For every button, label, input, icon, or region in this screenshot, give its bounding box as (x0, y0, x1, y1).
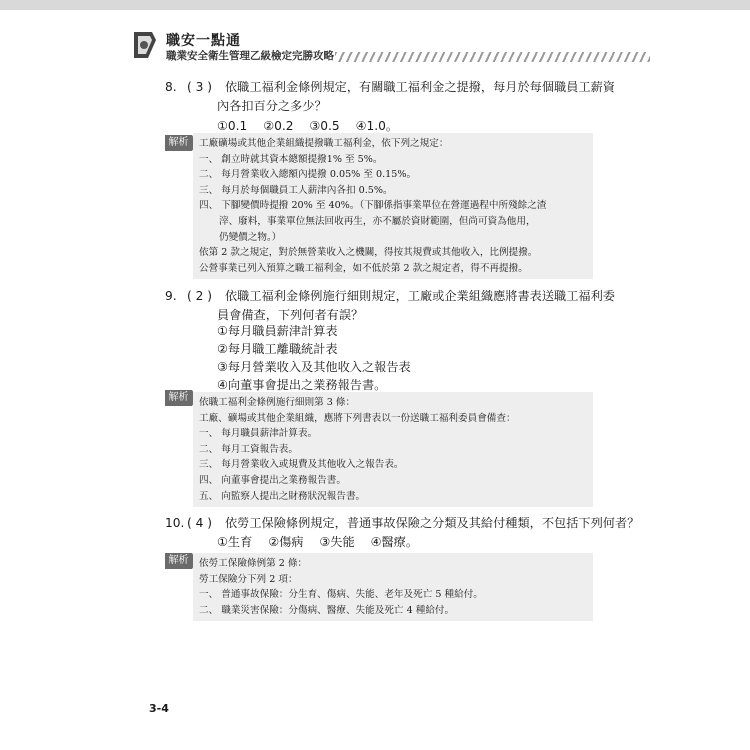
question-9-line2: 員會備查，下列何者有誤？ (217, 308, 364, 322)
page-number: 3-4 (149, 702, 169, 715)
question-number: 10. (165, 516, 185, 530)
explanation-line: 二、 每月工資報告表。 (199, 443, 298, 455)
running-header (130, 28, 650, 70)
explanation-line: 一、 每月職員薪津計算表。 (199, 428, 318, 440)
explanation-line: 四、 向董事會提出之業務報告書。 (199, 474, 346, 486)
question-text: 依職工福利金條例施行細則規定，工廠或企業組織應將書表送職工福利委 (225, 289, 615, 303)
answer-key: ( 3 ) (187, 80, 213, 94)
question-10-options (217, 533, 430, 551)
question-number: 9. (165, 289, 177, 303)
question-8-line1 (165, 78, 615, 97)
option: ②0.2 (263, 119, 294, 133)
explanation-box (193, 392, 593, 507)
explanation-line: 滓、廢料，事業單位無法回收再生，亦不屬於資財範圍，但尚可資為他用， (219, 215, 536, 227)
question-number: 8. (165, 80, 177, 94)
explanation-line: 一、 普通事故保險：分生育、傷病、失能、老年及死亡 5 種給付。 (199, 589, 483, 601)
explanation-tag: 解析 (165, 135, 192, 151)
explanation-line: 公營事業已列入預算之職工福利金，如不低於第 2 款之規定者，得不再提撥。 (199, 262, 528, 274)
option: ④1.0。 (355, 119, 399, 133)
option: ②每月職工離職統計表 (217, 342, 338, 356)
option: ①每月職員薪津計算表 (217, 324, 338, 338)
book-series-title: 職安一點通 (166, 33, 241, 49)
option: ④醫療。 (370, 535, 419, 549)
explanation-line: 三、 每月營業收入或規費及其他收入之報告表。 (199, 459, 404, 471)
explanation-line: 依第 2 款之規定，對於無營業收入之機關，得按其規費或其他收入，比例提撥。 (199, 247, 538, 259)
answer-key: ( 4 ) (187, 516, 213, 530)
explanation-line: 依職工福利金條例施行細則第 3 條： (199, 397, 356, 408)
question-10-line1 (165, 514, 639, 533)
explanation-line: 三、 每月於每個職員工人薪津內各扣 0.5%。 (199, 184, 393, 196)
option: ③每月營業收入及其他收入之報告表 (217, 360, 411, 374)
question-8-line2: 內各扣百分之多少？ (217, 99, 327, 113)
explanation-tag: 解析 (165, 553, 192, 569)
option: ①生育 (217, 535, 253, 549)
explanation-line: 一、 創立時就其資本總額提撥1% 至 5%。 (199, 153, 383, 165)
question-text: 依勞工保險條例規定，普通事故保險之分類及其給付種類，不包括下列何者？ (225, 516, 640, 530)
explanation-line: 二、 職業災害保險：分傷病、醫療、失能及死亡 4 種給付。 (199, 604, 455, 616)
question-text: 依職工福利金條例規定，有關職工福利金之提撥，每月於每個職員工薪資 (225, 80, 615, 94)
explanation-line: 四、 下腳變價時提撥 20% 至 40%。（下腳係指事業單位在營運過程中所殘餘之渣 (199, 200, 547, 212)
explanation-box (193, 133, 593, 279)
explanation-tag: 解析 (165, 390, 192, 406)
explanation-line: 仍變價之物。） (219, 231, 282, 243)
question-9-line1 (165, 287, 615, 306)
option: ①0.1 (217, 119, 248, 133)
explanation-line: 工廠礦場或其他企業組織提撥職工福利金，依下列之規定： (199, 138, 449, 149)
top-bar (0, 0, 750, 10)
answer-key: ( 2 ) (187, 289, 213, 303)
logo-icon (130, 28, 160, 62)
option: ③失能 (319, 535, 355, 549)
book-subtitle: 職業安全衛生管理乙級檢定完勝攻略 (166, 50, 334, 62)
explanation-line: 工廠、礦場或其他企業組織，應將下列書表以一份送職工福利委員會備查： (199, 412, 516, 424)
explanation-line: 二、 每月營業收入總額內提撥 0.05% 至 0.15%。 (199, 169, 417, 181)
option: ④向董事會提出之業務報告書。 (217, 378, 387, 392)
option: ③0.5 (309, 119, 340, 133)
explanation-line: 依勞工保險條例第 2 條： (199, 558, 308, 569)
explanation-box (193, 553, 593, 621)
explanation-line: 勞工保險分下列 2 項： (199, 573, 298, 585)
question-9-options (217, 322, 411, 394)
option: ②傷病 (268, 535, 304, 549)
explanation-line: 五、 向監察人提出之財務狀況報告書。 (199, 490, 366, 502)
header-stripes (335, 52, 650, 62)
